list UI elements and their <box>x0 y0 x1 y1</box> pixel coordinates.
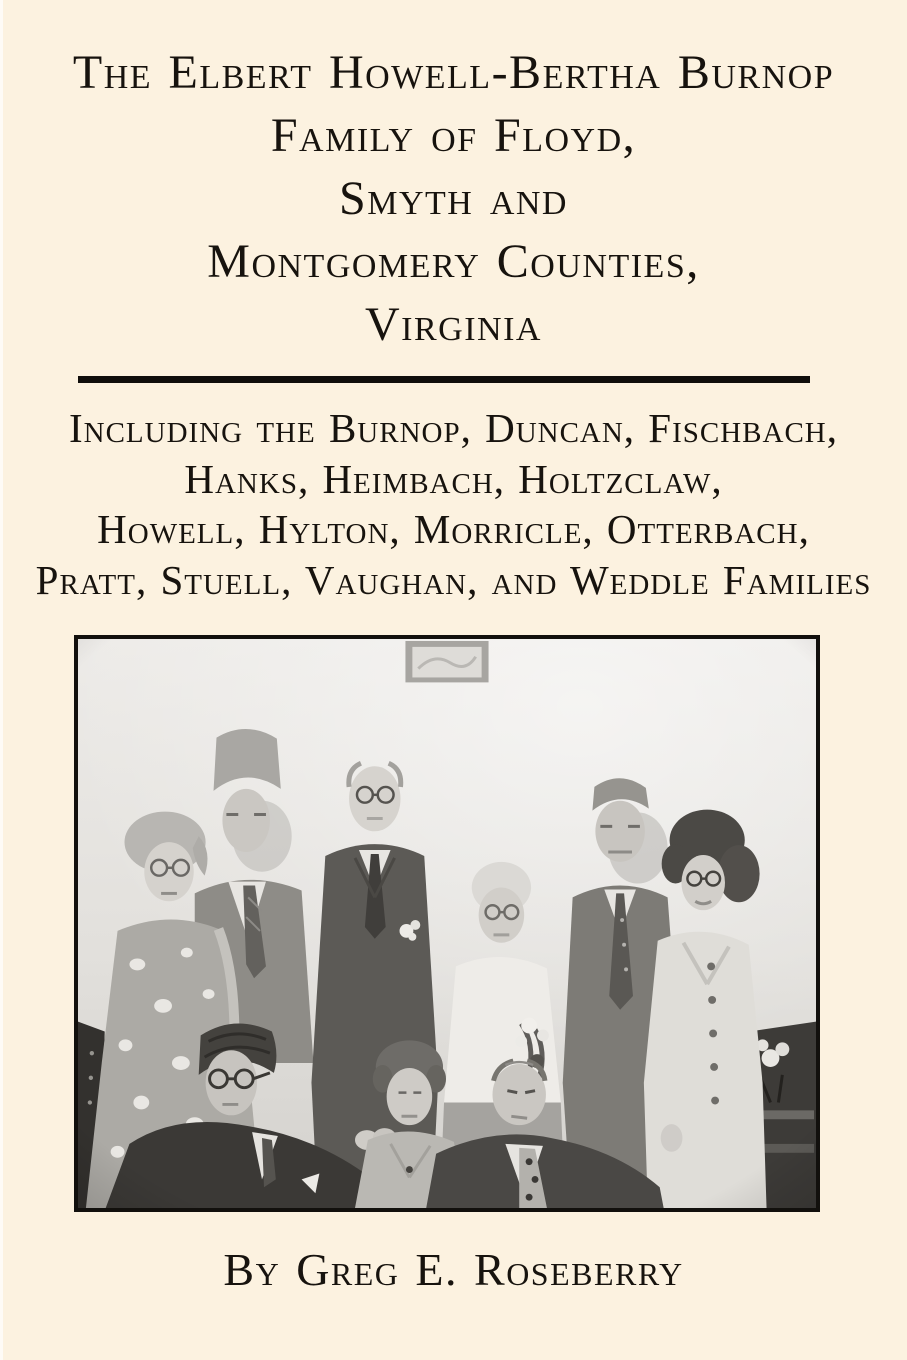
photo-vignette <box>78 639 816 1208</box>
title-line-4: Montgomery Counties, <box>207 235 700 288</box>
title-line-5: Virginia <box>365 298 542 351</box>
subtitle-line-2: Hanks, Heimbach, Holtzclaw, <box>184 455 723 502</box>
subtitle-line-4: Pratt, Stuell, Vaughan, and Weddle Families <box>35 556 872 603</box>
title-line-1: The Elbert Howell-Bertha Burnop <box>72 46 835 99</box>
family-photo <box>74 635 820 1212</box>
family-photo-illustration <box>78 639 816 1208</box>
subtitle-line-1: Including the Burnop, Duncan, Fischbach, <box>68 405 839 451</box>
title-divider-rule <box>78 376 810 383</box>
book-title <box>0 41 907 356</box>
title-line-2: Family of Floyd, <box>270 109 637 162</box>
title-line-3: Smyth and <box>339 172 568 225</box>
subtitle-line-3: Howell, Hylton, Morricle, Otterbach, <box>97 506 810 553</box>
book-subtitle <box>0 403 907 605</box>
author-byline: By Greg E. Roseberry <box>223 1244 684 1295</box>
